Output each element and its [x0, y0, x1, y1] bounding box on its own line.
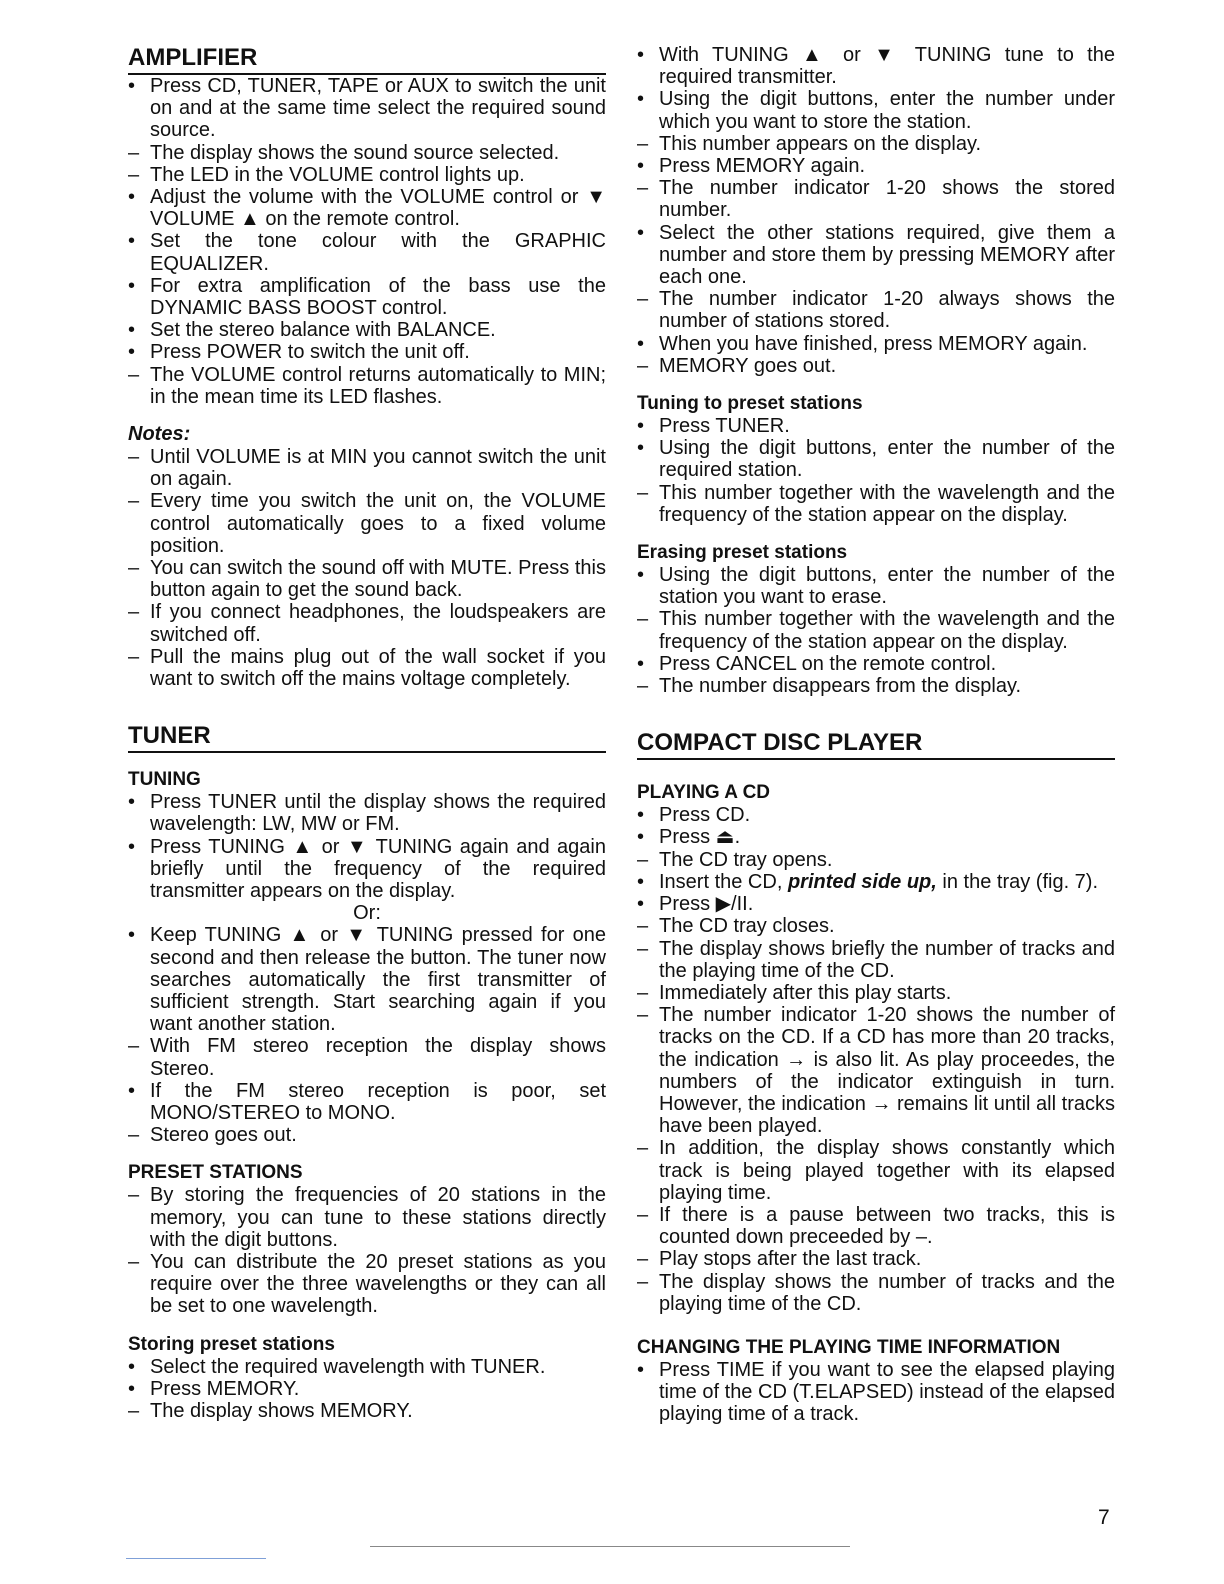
list-item: [128, 1378, 606, 1400]
erasing-preset-list: [637, 564, 1115, 697]
amplifier-heading: AMPLIFIER: [128, 44, 606, 75]
list-item-text: The number indicator 1-20 shows the stored number.: [659, 177, 1115, 222]
list-item: [637, 826, 1115, 848]
list-item-text: Press CD.: [659, 804, 751, 827]
list-item-text: The number indicator 1-20 shows the number of tracks on the CD. If a CD has more than 20 tracks, the indication → is also lit. As play proceedes, the numbers of the indicator extinguish in turn. However, the indication → remains lit until all tracks have been played.: [659, 1004, 1115, 1138]
tuning-list-a: [128, 791, 606, 902]
list-item: [128, 601, 606, 645]
list-item-text: Using the digit buttons, enter the number under which you want to store the station.: [659, 88, 1115, 133]
list-item: [637, 675, 1115, 697]
insert-cd-list: [637, 871, 1115, 893]
list-item-text: Press TUNER.: [659, 415, 790, 438]
list-item: [128, 836, 606, 903]
list-item: [637, 155, 1115, 177]
bullet-marker: •: [128, 1355, 136, 1378]
bullet-marker: –: [128, 163, 140, 186]
list-item: [128, 341, 606, 363]
bullet-marker: •: [637, 564, 645, 587]
scan-artifact-line: [370, 1546, 850, 1547]
list-item: [637, 608, 1115, 652]
list-item: [637, 333, 1115, 355]
list-item: [128, 490, 606, 557]
time-info-subheading: CHANGING THE PLAYING TIME INFORMATION: [637, 1336, 1061, 1358]
bullet-marker: –: [637, 1137, 649, 1160]
list-item: [637, 222, 1115, 289]
list-item-text: Play stops after the last track.: [659, 1248, 922, 1271]
bullet-marker: •: [637, 332, 645, 355]
bullet-marker: –: [637, 981, 649, 1004]
tuning-preset-list: [637, 415, 1115, 526]
bullet-marker: •: [637, 826, 645, 849]
list-item-text: The CD tray opens.: [659, 848, 833, 871]
list-item-text: If you connect headphones, the loudspeakers are switched off.: [150, 601, 606, 646]
list-item: [128, 1356, 606, 1378]
list-item: [128, 319, 606, 341]
list-item: [128, 446, 606, 490]
playing-cd-list-a: [637, 804, 1115, 871]
list-item: [637, 1359, 1115, 1426]
list-item-text: Press CANCEL on the remote control.: [659, 652, 997, 675]
bullet-marker: •: [637, 437, 645, 460]
list-item-text: Immediately after this play starts.: [659, 981, 952, 1004]
bullet-marker: •: [128, 75, 136, 97]
insert-text-emphasis: printed side up,: [787, 870, 937, 893]
bullet-marker: –: [128, 601, 140, 624]
list-item: [128, 1124, 606, 1146]
bullet-marker: –: [637, 1248, 649, 1271]
bullet-marker: –: [128, 1184, 140, 1207]
bullet-marker: –: [128, 363, 140, 386]
list-item-text: The LED in the VOLUME control lights up.: [150, 163, 525, 186]
bullet-marker: –: [128, 141, 140, 164]
notes-label: Notes:: [128, 423, 191, 446]
list-item: [128, 924, 606, 1035]
time-info-list: [637, 1359, 1115, 1426]
bullet-marker: –: [637, 1270, 649, 1293]
list-item: [128, 557, 606, 601]
storing-preset-subheading: Storing preset stations: [128, 1333, 335, 1355]
playing-cd-subheading: PLAYING A CD: [637, 782, 771, 804]
bullet-marker: •: [128, 1377, 136, 1400]
list-item-text: Using the digit buttons, enter the number of the station you want to erase.: [659, 564, 1115, 609]
bullet-marker: –: [637, 354, 649, 377]
notes-list: [128, 446, 606, 690]
bullet-marker: –: [128, 1250, 140, 1273]
list-item-text: The number disappears from the display.: [659, 675, 1022, 698]
bullet-marker: –: [128, 1399, 140, 1422]
erasing-preset-subheading: Erasing preset stations: [637, 542, 848, 564]
list-item: [637, 88, 1115, 132]
list-item-text: Stereo goes out.: [150, 1124, 297, 1147]
list-item-text: Press POWER to switch the unit off.: [150, 341, 470, 364]
bullet-marker: •: [637, 804, 645, 827]
bullet-marker: •: [637, 155, 645, 178]
list-item: [128, 364, 606, 408]
list-item: [128, 1080, 606, 1124]
bullet-marker: –: [637, 915, 649, 938]
list-item: [128, 275, 606, 319]
list-item: [637, 938, 1115, 982]
bullet-marker: •: [637, 870, 645, 893]
bullet-marker: –: [637, 481, 649, 504]
bullet-marker: •: [128, 1079, 136, 1102]
storing-preset-list: [128, 1356, 606, 1423]
list-item-text: Keep TUNING ▲ or ▼ TUNING pressed for one second and then release the button. The tuner now searches automatically the first transmitter of sufficient strength. Start searching again if you want another station.: [150, 924, 606, 1036]
list-item-text: If the FM stereo reception is poor, set MONO/STEREO to MONO.: [150, 1079, 606, 1124]
list-item: [637, 564, 1115, 608]
list-item: [637, 915, 1115, 937]
list-item-text: Until VOLUME is at MIN you cannot switch the unit on again.: [150, 446, 606, 491]
list-item-text: Press MEMORY.: [150, 1377, 300, 1400]
insert-text-before: Insert the CD,: [659, 870, 788, 893]
bullet-marker: –: [637, 132, 649, 155]
list-item: [637, 288, 1115, 332]
left-column: [128, 44, 606, 1422]
list-item-text: Every time you switch the unit on, the VOLUME control automatically goes to a fixed volume position.: [150, 490, 606, 557]
list-item-text: Select the other stations required, give them a number and store them by pressing MEMORY after each one.: [659, 221, 1115, 289]
tuning-list-b: [128, 924, 606, 1146]
list-item-text: The VOLUME control returns automatically to MIN; in the mean time its LED flashes.: [150, 363, 606, 408]
bullet-marker: –: [637, 177, 649, 200]
list-item: [637, 1271, 1115, 1315]
list-item: [637, 1204, 1115, 1248]
list-item-text: Adjust the volume with the VOLUME control or ▼ VOLUME ▲ on the remote control.: [150, 186, 606, 231]
list-item: [637, 982, 1115, 1004]
page-number: 7: [1098, 1506, 1110, 1529]
storing-preset-list-continued: [637, 44, 1115, 377]
list-item-text: This number together with the wavelength and the frequency of the station appear on the display.: [659, 481, 1115, 526]
bullet-marker: –: [637, 937, 649, 960]
bullet-marker: –: [128, 1035, 140, 1058]
tuner-heading: TUNER: [128, 722, 606, 753]
list-item-text: With FM stereo reception the display shows Stereo.: [150, 1035, 606, 1080]
list-item-text: Using the digit buttons, enter the number of the required station.: [659, 437, 1115, 482]
list-item-text: With TUNING ▲ or ▼ TUNING tune to the required transmitter.: [659, 44, 1115, 89]
list-item: [637, 44, 1115, 88]
list-item-text: Press TUNING ▲ or ▼ TUNING again and again briefly until the frequency of the required transmitter appears on the display.: [150, 835, 606, 903]
list-item-text: When you have finished, press MEMORY again.: [659, 332, 1088, 355]
bullet-marker: •: [128, 230, 136, 253]
bullet-marker: •: [128, 319, 136, 342]
preset-stations-list: [128, 1184, 606, 1317]
list-item-text: The CD tray closes.: [659, 915, 835, 938]
preset-stations-subheading: PRESET STATIONS: [128, 1162, 303, 1184]
insert-text-after: in the tray (fig. 7).: [936, 870, 1099, 893]
list-item-text: You can switch the sound off with MUTE. Press this button again to get the sound back.: [150, 557, 606, 602]
list-item: [637, 653, 1115, 675]
bullet-marker: –: [128, 490, 140, 513]
list-item: [128, 230, 606, 274]
list-item-text: This number appears on the display.: [659, 132, 982, 155]
bullet-marker: •: [637, 415, 645, 438]
list-item: [637, 133, 1115, 155]
bullet-marker: –: [128, 557, 140, 580]
list-item: [637, 355, 1115, 377]
list-item-text: Set the stereo balance with BALANCE.: [150, 319, 496, 342]
bullet-marker: –: [637, 675, 649, 698]
list-item-text: Press CD, TUNER, TAPE or AUX to switch the unit on and at the same time select the required sound source.: [150, 75, 606, 142]
list-item-text: The number indicator 1-20 always shows the number of stations stored.: [659, 288, 1115, 333]
list-item-text: Press ⏏.: [659, 826, 741, 849]
bullet-marker: –: [637, 608, 649, 631]
list-item: [637, 849, 1115, 871]
bullet-marker: •: [128, 791, 136, 814]
list-item: [637, 482, 1115, 526]
list-item-text: The display shows the sound source selected.: [150, 141, 560, 164]
bullet-marker: •: [637, 1358, 645, 1381]
bullet-marker: –: [637, 1004, 649, 1027]
list-item: [128, 1400, 606, 1422]
list-item: [637, 177, 1115, 221]
right-column: [637, 44, 1115, 1426]
list-item-text: MEMORY goes out.: [659, 354, 837, 377]
list-item-text: The display shows the number of tracks and the playing time of the CD.: [659, 1270, 1115, 1315]
list-item: [128, 1184, 606, 1251]
list-item-text: Press TIME if you want to see the elapsed playing time of the CD (T.ELAPSED) instead of the elapsed playing time of a track.: [659, 1358, 1115, 1426]
bullet-marker: –: [128, 645, 140, 668]
scan-artifact-line: [126, 1558, 266, 1559]
list-item: [128, 1251, 606, 1318]
list-item: [637, 415, 1115, 437]
list-item-text: Press ▶/II.: [659, 893, 754, 916]
list-item-text: In addition, the display shows constantly which track is being played together with its elapsed playing time.: [659, 1137, 1115, 1204]
bullet-marker: •: [128, 186, 136, 209]
bullet-marker: •: [128, 274, 136, 297]
list-item: [637, 1248, 1115, 1270]
bullet-marker: •: [637, 44, 645, 66]
list-item-text: Set the tone colour with the GRAPHIC EQUALIZER.: [150, 230, 606, 275]
list-item: [637, 1004, 1115, 1137]
bullet-marker: •: [637, 652, 645, 675]
list-item: [128, 791, 606, 835]
list-item-text: The display shows MEMORY.: [150, 1399, 413, 1422]
bullet-marker: •: [128, 835, 136, 858]
bullet-marker: •: [128, 924, 136, 947]
list-item-text: For extra amplification of the bass use the DYNAMIC BASS BOOST control.: [150, 274, 606, 320]
list-item-text: Pull the mains plug out of the wall socket if you want to switch off the mains voltage completely.: [150, 645, 606, 691]
list-item: [128, 142, 606, 164]
list-item-text: Press MEMORY again.: [659, 155, 866, 178]
or-label: Or:: [353, 902, 381, 925]
list-item: [637, 437, 1115, 481]
list-item-text: This number together with the wavelength and the frequency of the station appear on the display.: [659, 608, 1115, 653]
list-item: [637, 1137, 1115, 1204]
list-item-text: By storing the frequencies of 20 stations in the memory, you can tune to these stations directly with the digit buttons.: [150, 1184, 606, 1251]
list-item: [128, 186, 606, 230]
list-item-text: You can distribute the 20 preset stations as you require over the three wavelengths or they can all be set to one wavelength.: [150, 1250, 606, 1318]
tuning-preset-subheading: Tuning to preset stations: [637, 393, 863, 415]
amplifier-list: [128, 75, 606, 408]
playing-cd-list-b: [637, 893, 1115, 1315]
list-item: [637, 893, 1115, 915]
list-item: [128, 75, 606, 142]
list-item-text: The display shows briefly the number of tracks and the playing time of the CD.: [659, 937, 1115, 982]
list-item: [128, 1035, 606, 1079]
list-item-text: If there is a pause between two tracks, this is counted down preceeded by –.: [659, 1203, 1115, 1249]
list-item-text: Press TUNER until the display shows the required wavelength: LW, MW or FM.: [150, 791, 606, 836]
list-item: [128, 164, 606, 186]
bullet-marker: –: [637, 1203, 649, 1226]
tuning-subheading: TUNING: [128, 769, 201, 791]
list-item: [637, 804, 1115, 826]
bullet-marker: –: [128, 446, 140, 469]
bullet-marker: –: [637, 848, 649, 871]
cd-player-heading: COMPACT DISC PLAYER: [637, 729, 1115, 760]
list-item: [128, 646, 606, 690]
bullet-marker: –: [637, 288, 649, 311]
list-item-text: Select the required wavelength with TUNER.: [150, 1355, 546, 1378]
bullet-marker: •: [637, 221, 645, 244]
bullet-marker: •: [637, 893, 645, 916]
bullet-marker: –: [128, 1124, 140, 1147]
list-item: [637, 871, 1115, 893]
bullet-marker: •: [637, 88, 645, 111]
bullet-marker: •: [128, 341, 136, 364]
